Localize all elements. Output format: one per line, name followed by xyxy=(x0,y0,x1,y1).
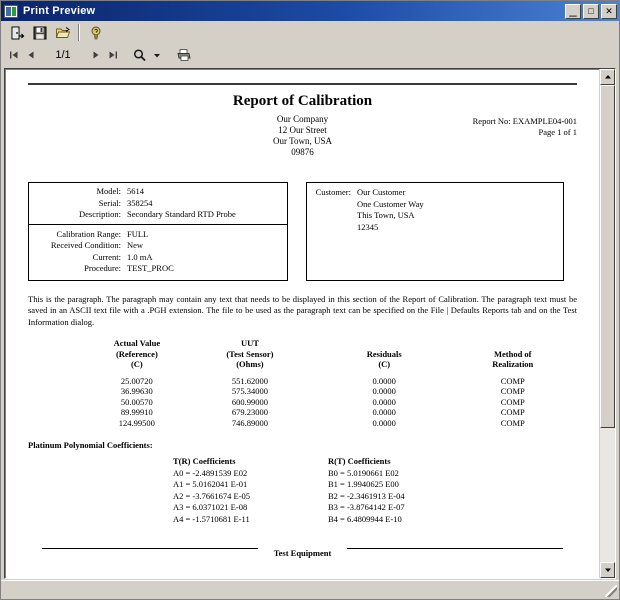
coefficient-line: B0 = 5.0190661 E02 xyxy=(328,467,399,478)
field-row xyxy=(29,186,283,198)
prev-page-button[interactable] xyxy=(22,46,39,64)
header-line: UUT xyxy=(240,338,259,348)
table-row xyxy=(28,376,577,387)
field-row xyxy=(29,252,283,264)
close-button[interactable] xyxy=(601,4,617,19)
cell-uut: 679.23000 xyxy=(231,407,268,417)
field-value: New xyxy=(127,240,144,250)
maximize-button[interactable] xyxy=(583,4,599,19)
header-line: (C) xyxy=(130,359,143,369)
help-button[interactable] xyxy=(84,22,107,43)
coefficient-line: A1 = 5.0162041 E-01 xyxy=(173,479,248,489)
coefficient-line: B4 = 6.4809944 E-10 xyxy=(328,513,402,524)
cell-residual: 0.0000 xyxy=(372,407,396,417)
column-header-residuals xyxy=(320,338,448,376)
calibration-data-table xyxy=(28,338,577,428)
cell-residual: 0.0000 xyxy=(372,417,396,428)
document-preview-icon xyxy=(4,5,18,18)
next-page-button[interactable] xyxy=(87,46,104,64)
customer-address xyxy=(357,187,559,233)
coefficient-line: B3 = -3.8764142 E-07 xyxy=(328,502,405,512)
header-line: (Ohms) xyxy=(236,359,264,369)
door-exit-icon xyxy=(9,25,25,41)
cell-method: COMP xyxy=(500,386,525,396)
prev-page-icon xyxy=(25,49,37,61)
cell-uut: 746.89000 xyxy=(231,417,268,428)
report-number: Report No: EXAMPLE04-001 xyxy=(472,116,577,126)
cell-reference: 50.00570 xyxy=(120,396,153,407)
field-row xyxy=(29,240,283,252)
toolbar-separator xyxy=(78,24,80,41)
customer-line: This Town, USA xyxy=(357,210,415,220)
footer-rule-right xyxy=(347,548,563,549)
scroll-down-button[interactable] xyxy=(600,562,615,578)
table-row xyxy=(28,407,577,418)
table-header-row xyxy=(28,338,577,376)
zoom-button[interactable] xyxy=(131,46,148,64)
customer-line: Our Customer xyxy=(357,187,406,197)
table-row xyxy=(28,418,577,429)
customer-line: One Customer Way xyxy=(357,198,424,209)
coefficient-line: A3 = 6.0371021 E-08 xyxy=(173,502,248,512)
field-value: 5614 xyxy=(127,186,144,196)
field-row xyxy=(29,263,283,275)
page-viewport xyxy=(5,69,599,578)
company-line: 09876 xyxy=(291,147,314,157)
main-toolbar xyxy=(1,21,619,44)
field-row xyxy=(29,198,283,210)
coefficients-columns xyxy=(28,456,577,525)
first-page-icon xyxy=(8,49,20,61)
customer-label: Customer: xyxy=(315,187,351,197)
page-title: Report of Calibration xyxy=(232,93,373,109)
cell-reference: 25.00720 xyxy=(120,375,153,386)
printer-icon xyxy=(176,47,192,63)
first-page-button[interactable] xyxy=(5,46,22,64)
scroll-thumb[interactable] xyxy=(600,85,615,428)
exit-button[interactable] xyxy=(5,22,28,43)
field-label: Description: xyxy=(78,209,121,219)
field-label: Current: xyxy=(92,251,121,262)
page-count: Page 1 of 1 xyxy=(538,127,577,137)
cell-residual: 0.0000 xyxy=(372,375,396,386)
status-bar xyxy=(1,580,619,599)
title-bar xyxy=(1,1,619,21)
page-indicator: 1/1 xyxy=(55,49,71,61)
cell-method: COMP xyxy=(500,417,525,428)
field-value: FULL xyxy=(127,228,149,239)
open-button[interactable] xyxy=(51,22,74,43)
rt-coefficients-heading: R(T) Coefficients xyxy=(328,456,391,466)
tr-coefficients-heading: T(R) Coefficients xyxy=(173,456,236,466)
tr-coefficients-column xyxy=(173,456,328,525)
coefficient-line: A4 = -1.5710681 E-11 xyxy=(173,513,250,524)
column-header-uut xyxy=(180,338,320,376)
page-top-rule xyxy=(28,83,577,85)
scroll-up-button[interactable] xyxy=(600,69,615,85)
coefficient-line: B2 = -2.3461913 E-04 xyxy=(328,490,405,501)
last-page-icon xyxy=(107,49,119,61)
coefficient-line: A2 = -3.7661674 E-05 xyxy=(173,490,251,501)
coefficient-line: A0 = -2.4891539 E02 xyxy=(173,467,248,478)
cell-uut: 575.34000 xyxy=(231,386,268,396)
header-line: Actual Value xyxy=(113,338,161,348)
zoom-magnifier-icon xyxy=(132,48,147,63)
cell-uut: 551.62000 xyxy=(231,375,268,386)
header-line: Method of xyxy=(493,348,532,359)
document-header xyxy=(28,114,577,172)
coefficients-title: Platinum Polynomial Coefficients: xyxy=(28,440,153,450)
zoom-dropdown-button[interactable] xyxy=(148,46,165,64)
scroll-down-icon xyxy=(604,566,612,574)
field-row xyxy=(307,187,559,233)
test-equipment-section xyxy=(28,543,577,558)
info-boxes xyxy=(28,182,577,281)
close-icon: ✕ xyxy=(605,5,613,16)
open-folder-icon xyxy=(55,25,71,41)
floppy-save-icon xyxy=(32,25,48,41)
vertical-scrollbar[interactable] xyxy=(599,69,615,578)
preview-area xyxy=(4,68,616,579)
cell-uut: 600.99000 xyxy=(231,396,268,407)
cell-residual: 0.0000 xyxy=(372,386,396,396)
cell-method: COMP xyxy=(500,375,525,386)
header-line: Realization xyxy=(492,359,534,369)
company-line: Our Town, USA xyxy=(273,136,332,146)
cell-reference: 89.99910 xyxy=(120,407,153,417)
footer-heading: Test Equipment xyxy=(273,548,332,558)
field-label: Serial: xyxy=(98,197,121,208)
help-lightbulb-icon xyxy=(88,25,104,41)
column-header-method xyxy=(448,338,577,376)
cell-reference: 36.99630 xyxy=(120,386,153,396)
instrument-section xyxy=(29,183,287,225)
cell-method: COMP xyxy=(500,407,525,417)
field-value: 1.0 mA xyxy=(127,251,153,262)
window-title: Print Preview xyxy=(23,5,96,17)
field-label: Received Condition: xyxy=(50,240,121,250)
next-page-icon xyxy=(90,49,102,61)
header-line: (C) xyxy=(378,359,391,369)
customer-box xyxy=(306,182,564,281)
field-value: 358254 xyxy=(127,197,153,208)
last-page-button[interactable] xyxy=(104,46,121,64)
field-value: Secondary Standard RTD Probe xyxy=(127,209,236,219)
coefficient-line: B1 = 1.9940625 E00 xyxy=(328,479,399,489)
resize-grip[interactable] xyxy=(605,585,617,597)
cell-method: COMP xyxy=(500,396,525,407)
field-value: TEST_PROC xyxy=(127,263,174,273)
report-page xyxy=(6,70,599,558)
cell-residual: 0.0000 xyxy=(372,396,396,407)
company-line: 12 Our Street xyxy=(278,125,327,135)
instrument-box xyxy=(28,182,288,281)
report-paragraph: This is the paragraph. The paragraph may contain any text that needs to be displayed in this section of the Report of Calibration. The paragraph text must be saved in an ASCII text file with a .PGH extension. The file to be used as the paragraph text can be specified on the File | Defaults Reports tab and on the Test Information dialog. xyxy=(28,293,577,327)
field-row xyxy=(29,209,283,221)
print-button[interactable] xyxy=(175,46,192,64)
minimize-button[interactable] xyxy=(565,1,581,19)
table-row xyxy=(28,397,577,408)
scroll-up-icon xyxy=(604,73,612,81)
report-number-block xyxy=(473,116,577,138)
field-label: Procedure: xyxy=(84,263,121,273)
header-line: (Reference) xyxy=(115,348,158,359)
header-line: (Test Sensor) xyxy=(226,348,274,359)
rt-coefficients-column xyxy=(328,456,483,525)
maximize-icon: □ xyxy=(588,5,594,16)
header-line: Residuals xyxy=(366,348,402,359)
cell-reference: 124.99500 xyxy=(118,417,155,428)
scroll-track[interactable] xyxy=(600,85,615,562)
column-header-reference xyxy=(28,338,180,376)
chevron-down-icon xyxy=(152,50,162,60)
minimize-icon: _ xyxy=(569,1,577,17)
field-row xyxy=(29,229,283,241)
field-label: Calibration Range: xyxy=(56,228,121,239)
company-line: Our Company xyxy=(276,114,329,124)
footer-rule-left xyxy=(42,548,258,549)
customer-line: 12345 xyxy=(357,221,379,232)
navigation-toolbar xyxy=(1,44,619,66)
window-controls xyxy=(565,1,617,19)
field-label: Model: xyxy=(96,186,121,196)
conditions-section xyxy=(29,225,287,280)
table-row xyxy=(28,386,577,397)
save-button[interactable] xyxy=(28,22,51,43)
